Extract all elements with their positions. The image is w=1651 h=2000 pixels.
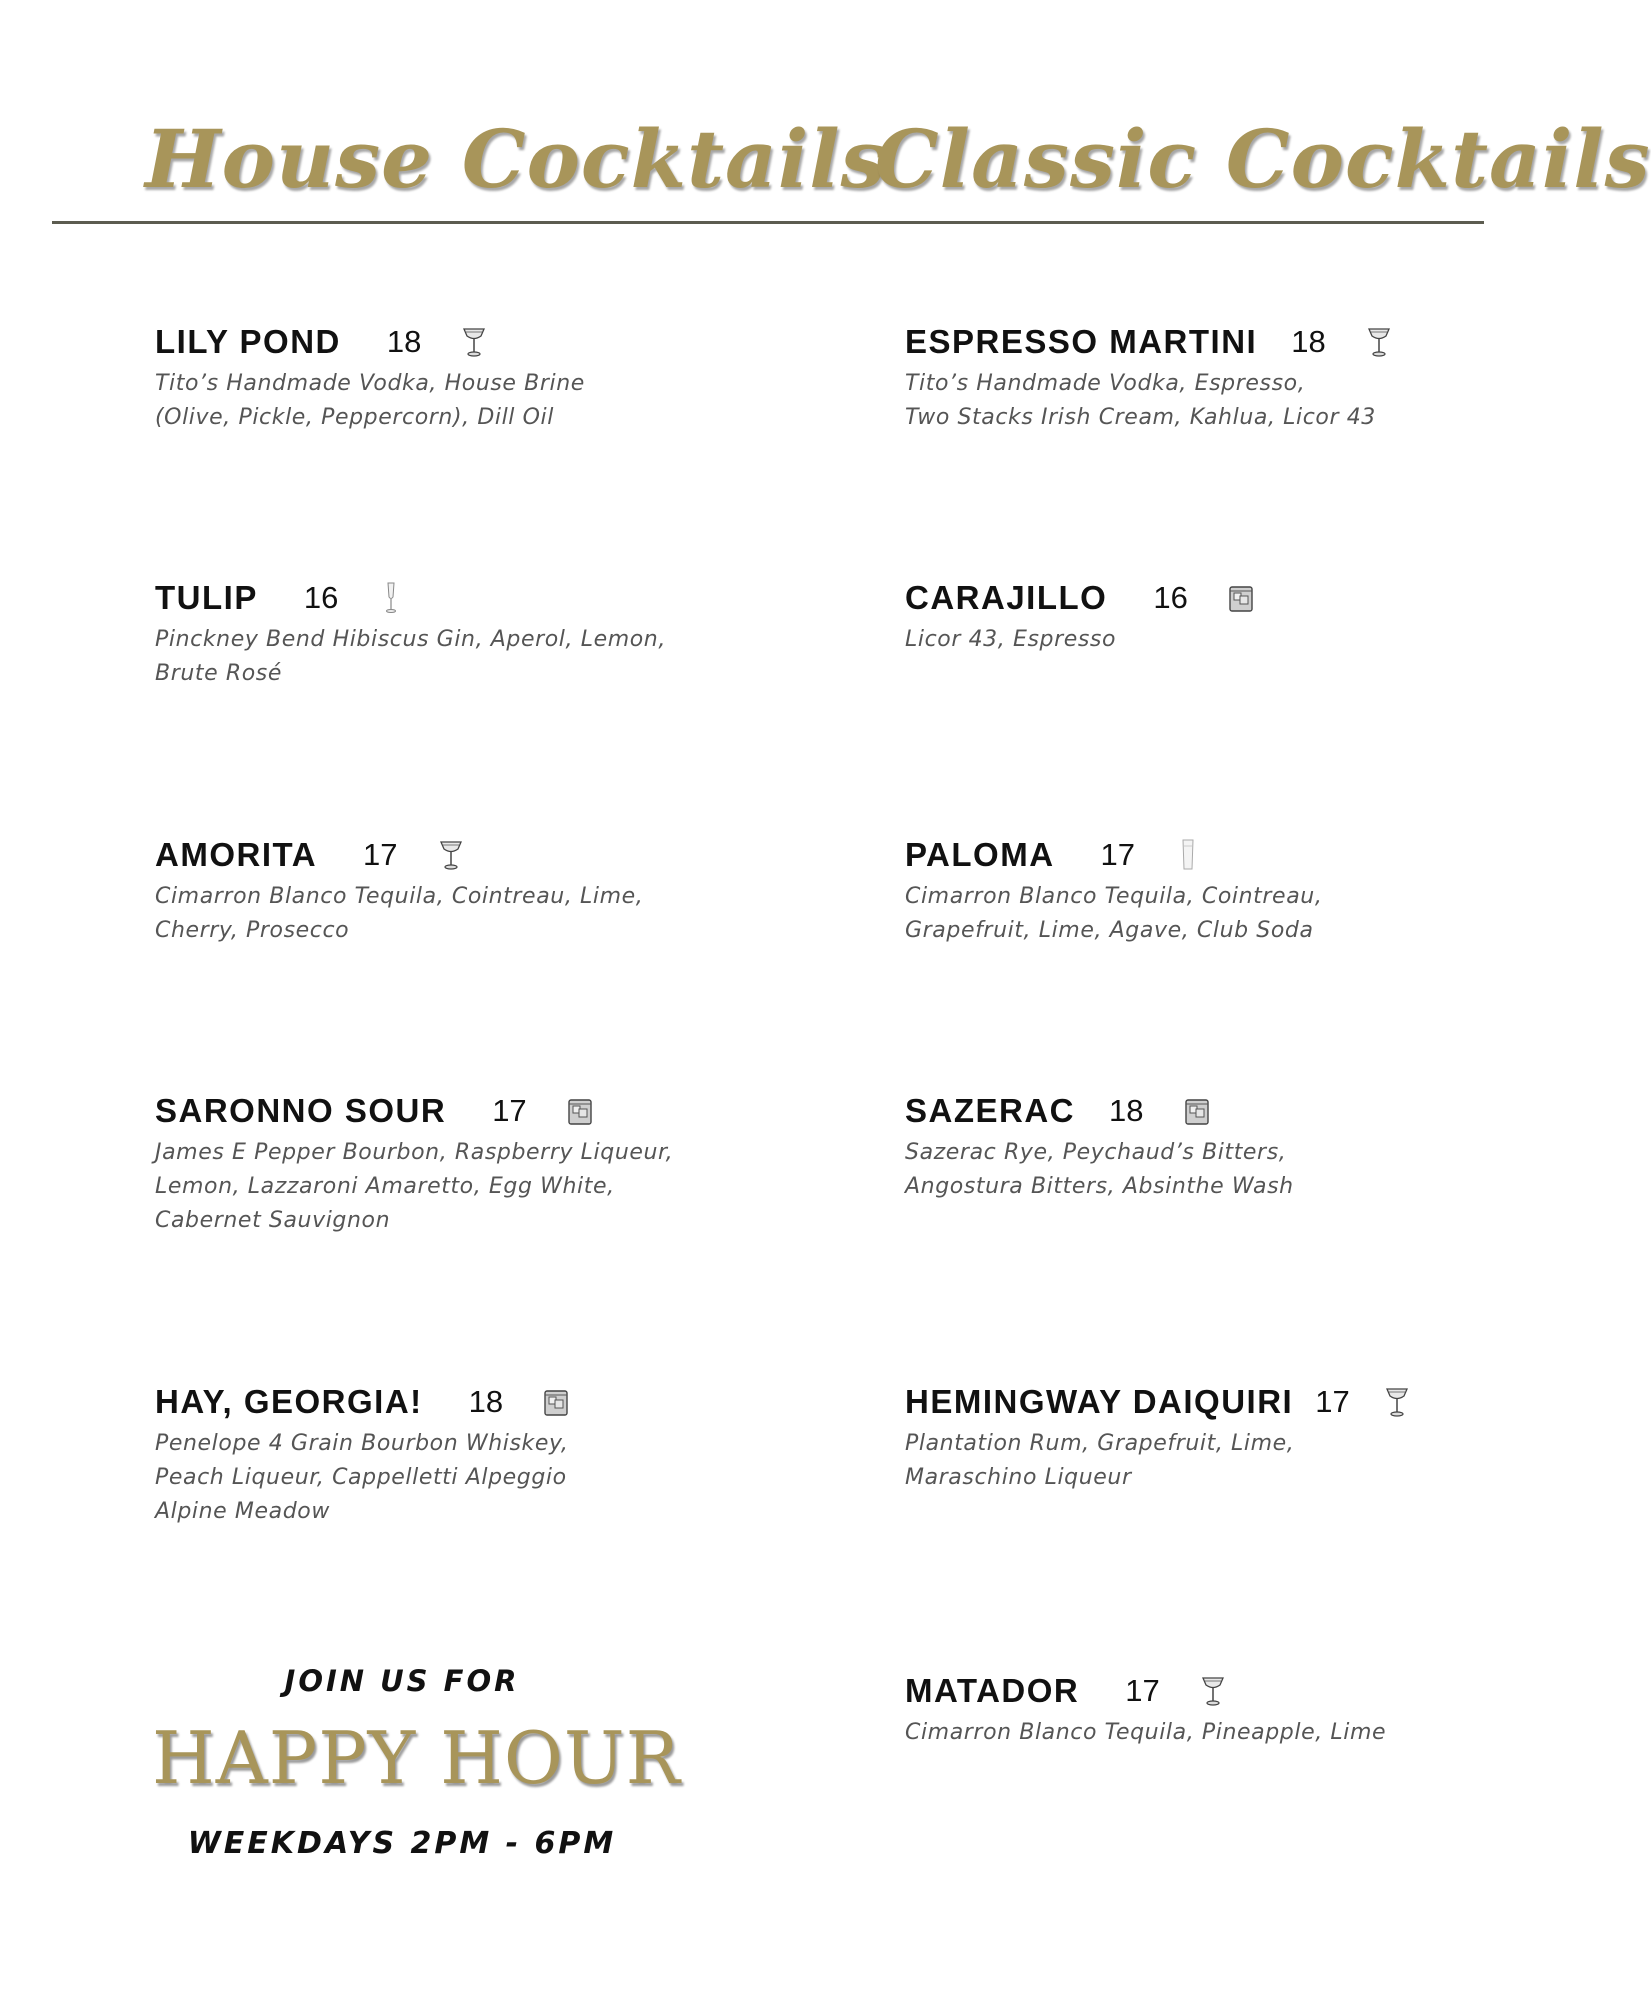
rocks-glass-icon (1228, 581, 1254, 615)
item-ingredients: Cimarron Blanco Tequila, Pineapple, Lime (905, 1720, 1387, 1745)
item-name: PALOMA (905, 836, 1055, 873)
item-ingredients: James E Pepper Bourbon, Raspberry Liqueur, Lemon, Lazzaroni Amaretto, Egg White, Cabernet Sauvignon (155, 1140, 674, 1233)
item-price: 18 (1291, 324, 1326, 359)
happy-hour-title: HAPPY HOUR (152, 1716, 681, 1800)
item-ingredients: Penelope 4 Grain Bourbon Whiskey, Peach Liqueur, Cappelletti Alpeggio Alpine Meadow (155, 1431, 569, 1524)
coupe-glass-icon (438, 838, 464, 872)
coupe-glass-icon (1366, 325, 1392, 359)
coupe-glass-icon (1384, 1385, 1410, 1419)
item-name: TULIP (155, 579, 258, 616)
coupe-glass-icon (461, 325, 487, 359)
menu-item-lily-pond (155, 320, 795, 435)
item-price: 17 (1125, 1673, 1160, 1708)
menu-item-saronno-sour (155, 1089, 795, 1238)
header-divider (52, 221, 1484, 224)
menu-item-carajillo (905, 576, 1545, 657)
item-ingredients: Sazerac Rye, Peychaud’s Bitters, Angostura Bitters, Absinthe Wash (905, 1140, 1294, 1199)
menu-item-espresso-martini (905, 320, 1545, 435)
menu-item-hemingway-daiquiri (905, 1380, 1545, 1495)
item-price: 17 (363, 837, 398, 872)
item-price: 16 (1153, 580, 1188, 615)
item-price: 18 (386, 324, 422, 359)
rocks-glass-icon (567, 1094, 593, 1128)
item-name: SARONNO SOUR (155, 1092, 447, 1129)
rocks-glass-icon (1184, 1094, 1210, 1128)
item-price: 16 (303, 580, 339, 615)
rocks-glass-icon (543, 1385, 569, 1419)
item-name: SAZERAC (905, 1092, 1076, 1129)
item-ingredients: Pinckney Bend Hibiscus Gin, Aperol, Lemon, Brute Rosé (155, 627, 666, 686)
item-price: 18 (1109, 1093, 1144, 1128)
item-ingredients: Tito’s Handmade Vodka, House Brine (Olive, Pickle, Peppercorn), Dill Oil (155, 371, 585, 430)
item-price: 17 (1315, 1384, 1350, 1419)
menu-item-matador (905, 1669, 1545, 1750)
coupe-glass-icon (1200, 1674, 1226, 1708)
item-name: MATADOR (905, 1672, 1080, 1709)
item-name: CARAJILLO (905, 579, 1108, 616)
item-name: HAY, GEORGIA! (155, 1383, 423, 1420)
item-ingredients: Plantation Rum, Grapefruit, Lime, Maraschino Liqueur (905, 1431, 1295, 1490)
item-name: LILY POND (155, 323, 341, 360)
menu-item-amorita (155, 833, 795, 948)
item-name: AMORITA (155, 836, 318, 873)
item-ingredients: Tito’s Handmade Vodka, Espresso, Two Stacks Irish Cream, Kahlua, Licor 43 (905, 371, 1376, 430)
highball-glass-icon (1175, 838, 1201, 872)
menu-item-sazerac (905, 1089, 1545, 1204)
item-price: 17 (492, 1093, 527, 1128)
classic-cocktails-heading: Classic Cocktails (875, 112, 1651, 206)
menu-item-tulip (155, 576, 795, 691)
item-name: HEMINGWAY DAIQUIRI (905, 1383, 1294, 1420)
house-cocktails-heading: House Cocktails (145, 112, 887, 206)
happy-hour-times: WEEKDAYS 2PM - 6PM (187, 1826, 617, 1861)
menu-item-hay-georgia (155, 1380, 795, 1529)
item-price: 18 (468, 1384, 504, 1419)
menu-item-paloma (905, 833, 1545, 948)
item-ingredients: Cimarron Blanco Tequila, Cointreau, Grapefruit, Lime, Agave, Club Soda (905, 884, 1323, 943)
happy-hour-invite: JOIN US FOR (284, 1664, 520, 1698)
flute-glass-icon (378, 581, 404, 615)
item-ingredients: Cimarron Blanco Tequila, Cointreau, Lime, Cherry, Prosecco (155, 884, 644, 943)
item-name: ESPRESSO MARTINI (905, 323, 1258, 360)
item-price: 17 (1100, 837, 1136, 872)
item-ingredients: Licor 43, Espresso (905, 627, 1117, 652)
